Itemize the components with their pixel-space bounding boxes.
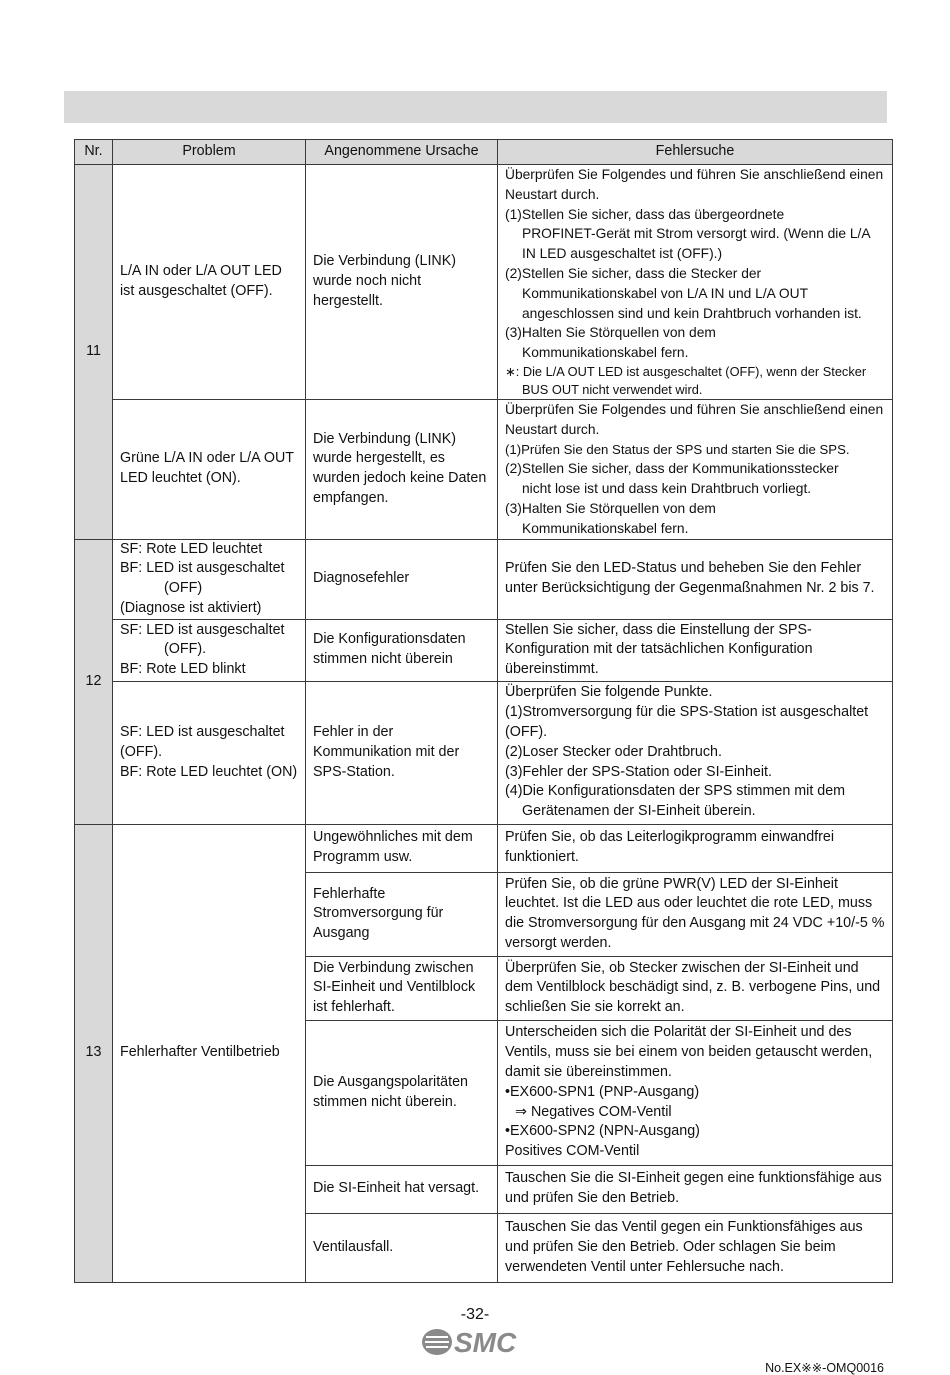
fix-line: Kommunikationskabel von L/A IN und L/A OUT angeschlossen sind und kein Drahtbruch vorhanden ist. <box>522 285 862 321</box>
cause-cell: Fehler in der Kommunikation mit der SPS-Station. <box>306 681 498 824</box>
fix-line: (2)Stellen Sie sicher, dass die Stecker der <box>505 265 762 281</box>
problem-line: BF: Rote LED blinkt <box>120 661 246 678</box>
cause-cell: Diagnosefehler <box>306 539 498 619</box>
fix-line: (1)Prüfen Sie den Status der SPS und starten Sie die SPS. <box>505 441 850 457</box>
fix-cell <box>498 1020 893 1165</box>
fix-cell: Tauschen Sie die SI-Einheit gegen eine funktionsfähige aus und prüfen Sie den Betrieb. <box>498 1165 893 1213</box>
fix-cell <box>498 399 893 539</box>
fix-line: PROFINET-Gerät mit Strom versorgt wird. (Wenn die L/A IN LED ausgeschaltet ist (OFF).) <box>522 226 870 262</box>
problem-cell <box>113 619 306 681</box>
fix-line: Unterscheiden sich die Polarität der SI-Einheit und des Ventils, muss sie bei einem von beiden getauscht werden, damit sie übereinstimmen. <box>505 1024 873 1081</box>
problem-cell: Grüne L/A IN oder L/A OUT LED leuchtet (ON). <box>113 399 306 539</box>
cause-cell: Die SI-Einheit hat versagt. <box>306 1165 498 1213</box>
fix-cell <box>498 681 893 824</box>
cause-cell: Die Konfigurationsdaten stimmen nicht überein <box>306 619 498 681</box>
cause-cell: Fehlerhafte Stromversorgung für Ausgang <box>306 872 498 956</box>
problem-cell <box>113 539 306 619</box>
document-number: No.EX※※-OMQ0016 <box>765 1361 884 1375</box>
problem-line: (OFF) <box>164 580 203 597</box>
table-header-row <box>75 140 893 165</box>
table-row <box>75 165 893 400</box>
troubleshooting-table <box>74 139 893 1283</box>
problem-line: BF: LED ist ausgeschaltet <box>120 560 285 577</box>
fix-note: BUS OUT nicht verwendet wird. <box>522 381 703 397</box>
fix-line: (3)Fehler der SPS-Station oder SI-Einheit. <box>505 763 772 780</box>
fix-line: Überprüfen Sie Folgendes und führen Sie anschließend einen Neustart durch. <box>505 401 884 437</box>
fix-note: ∗: Die L/A OUT LED ist ausgeschaltet (OFF), wenn der Stecker <box>505 363 867 379</box>
fix-line: (1)Stellen Sie sicher, dass das übergeordnete <box>505 206 785 222</box>
fix-cell: Prüfen Sie den LED-Status und beheben Sie den Fehler unter Berücksichtigung der Gegenmaßnahmen Nr. 2 bis 7. <box>498 539 893 619</box>
smc-logo <box>421 1326 531 1358</box>
problem-cell: L/A IN oder L/A OUT LED ist ausgeschaltet (OFF). <box>113 165 306 400</box>
fix-line: Gerätenamen der SI-Einheit überein. <box>522 803 756 820</box>
cause-cell: Die Verbindung (LINK) wurde noch nicht hergestellt. <box>306 165 498 400</box>
cause-cell: Ventilausfall. <box>306 1213 498 1282</box>
header-problem: Problem <box>113 140 306 165</box>
fix-line: •EX600-SPN2 (NPN-Ausgang) <box>505 1123 700 1140</box>
smc-logo-mark <box>422 1329 452 1355</box>
table-row <box>75 824 893 872</box>
smc-logo-text: SMC <box>454 1327 517 1358</box>
cause-cell: Die Ausgangspolaritäten stimmen nicht überein. <box>306 1020 498 1165</box>
fix-cell: Stellen Sie sicher, dass die Einstellung der SPS-Konfiguration mit der tatsächlichen Konfiguration übereinstimmt. <box>498 619 893 681</box>
fix-line: (2)Stellen Sie sicher, dass der Kommunikationsstecker <box>505 461 839 477</box>
table-row <box>75 399 893 539</box>
table-row <box>75 619 893 681</box>
table-row <box>75 539 893 619</box>
table-row <box>75 681 893 824</box>
cause-cell: Ungewöhnliches mit dem Programm usw. <box>306 824 498 872</box>
fix-line: nicht lose ist und dass kein Drahtbruch vorliegt. <box>522 481 812 497</box>
fix-line: Positives COM-Ventil <box>505 1143 640 1160</box>
fix-cell: Überprüfen Sie, ob Stecker zwischen der SI-Einheit und dem Ventilblock beschädigt sind, z. B. verbogene Pins, und schließen Sie sie korrekt an. <box>498 956 893 1020</box>
header-fix: Fehlersuche <box>498 140 893 165</box>
fix-line: (3)Halten Sie Störquellen von dem <box>505 500 716 516</box>
page-number: -32- <box>460 1306 490 1323</box>
fix-line: •EX600-SPN1 (PNP-Ausgang) <box>505 1083 700 1100</box>
problem-line: SF: LED ist ausgeschaltet <box>120 621 285 638</box>
header-cause: Angenommene Ursache <box>306 140 498 165</box>
problem-line: BF: Rote LED leuchtet (ON) <box>120 763 298 780</box>
problem-line: SF: LED ist ausgeschaltet (OFF). <box>120 724 285 760</box>
fix-line: Kommunikationskabel fern. <box>522 345 689 361</box>
row-number: 13 <box>75 824 113 1282</box>
row-number: 12 <box>75 539 113 824</box>
fix-cell <box>498 165 893 400</box>
header-nr: Nr. <box>75 140 113 165</box>
fix-cell: Prüfen Sie, ob das Leiterlogikprogramm einwandfrei funktioniert. <box>498 824 893 872</box>
cause-cell: Die Verbindung (LINK) wurde hergestellt, es wurden jedoch keine Daten empfangen. <box>306 399 498 539</box>
fix-line: (1)Stromversorgung für die SPS-Station ist ausgeschaltet (OFF). <box>505 704 869 741</box>
problem-cell <box>113 681 306 824</box>
fix-cell: Tauschen Sie das Ventil gegen ein Funktionsfähiges aus und prüfen Sie den Betrieb. Oder schlagen Sie beim verwendeten Ventil unter Fehlersuche nach. <box>498 1213 893 1282</box>
cause-cell: Die Verbindung zwischen SI-Einheit und Ventilblock ist fehlerhaft. <box>306 956 498 1020</box>
header-bar <box>64 91 887 123</box>
problem-cell: Fehlerhafter Ventilbetrieb <box>113 824 306 1282</box>
problem-line: (Diagnose ist aktiviert) <box>120 599 262 616</box>
fix-line: (4)Die Konfigurationsdaten der SPS stimmen mit dem <box>505 783 846 800</box>
fix-line: (2)Loser Stecker oder Drahtbruch. <box>505 743 722 760</box>
problem-line: SF: Rote LED leuchtet <box>120 540 263 557</box>
fix-cell: Prüfen Sie, ob die grüne PWR(V) LED der SI-Einheit leuchtet. Ist die LED aus oder leuchtet die rote LED, muss die Stromversorgung für den Ausgang mit 24 VDC +10/-5 % versorgt werden. <box>498 872 893 956</box>
fix-line: Überprüfen Sie folgende Punkte. <box>505 684 713 701</box>
fix-line: Überprüfen Sie Folgendes und führen Sie anschließend einen Neustart durch. <box>505 167 884 202</box>
problem-line: (OFF). <box>164 641 207 658</box>
fix-line: (3)Halten Sie Störquellen von dem <box>505 325 716 341</box>
row-number: 11 <box>75 165 113 540</box>
fix-line: ⇒ Negatives COM-Ventil <box>515 1103 672 1120</box>
fix-line: Kommunikationskabel fern. <box>522 520 689 536</box>
